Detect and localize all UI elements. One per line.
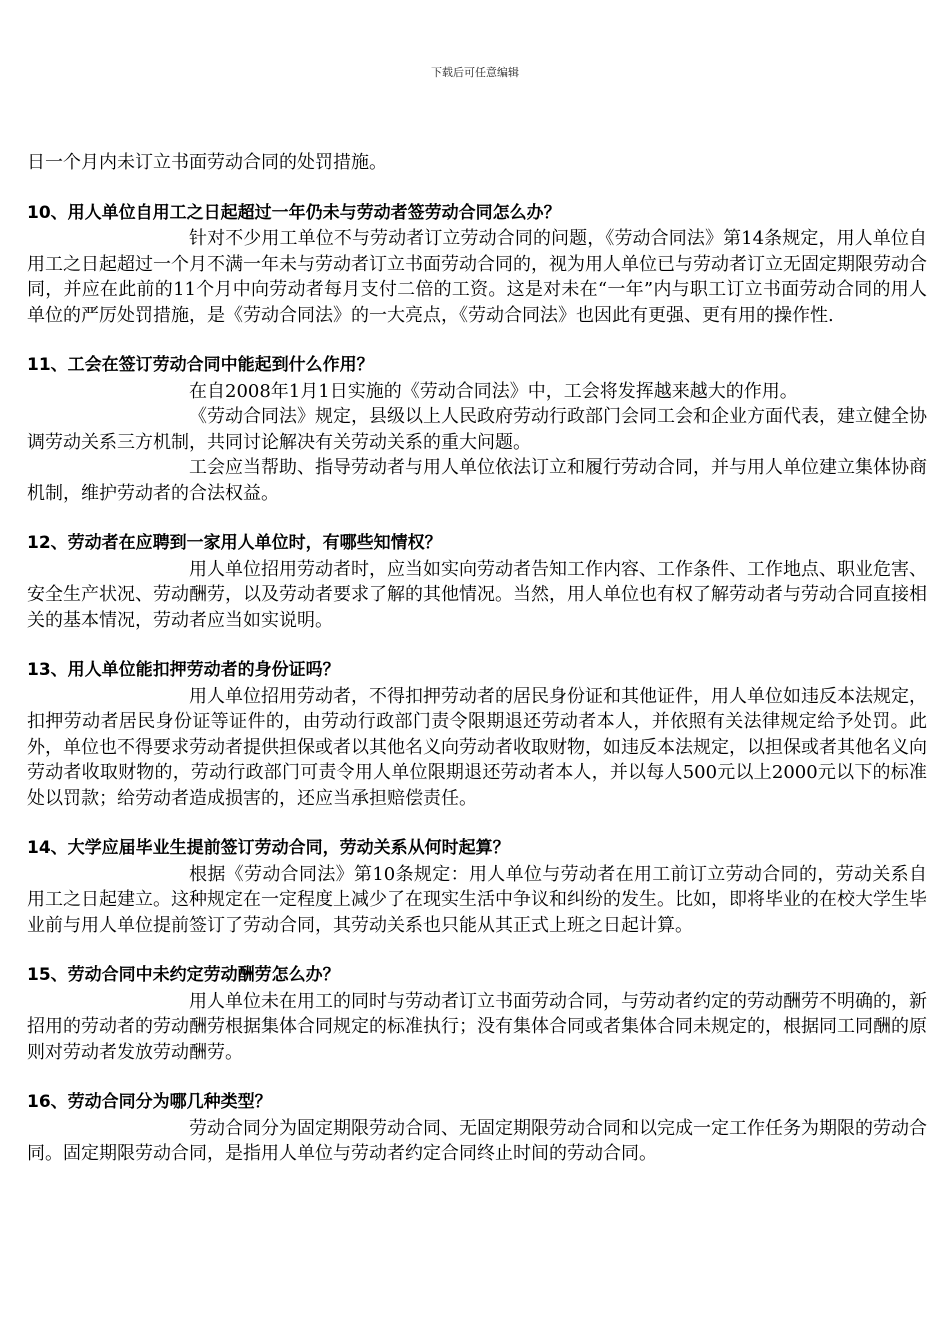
question-title: 10、用人单位自用工之日起超过一年仍未与劳动者签劳动合同怎么办？ (27, 202, 561, 223)
question-title: 12、劳动者在应聘到一家用人单位时，有哪些知情权？ (27, 533, 442, 553)
answer-paragraph: 用人单位招用劳动者时，应当如实向劳动者告知工作内容、工作条件、工作地点、职业危害、安全生产状况、劳动酬劳，以及劳动者要求了解的其他情况。当然，用人单位也有权了解劳动者与劳动合同直接相关的基本情况，劳动者应当如实说明。 (27, 558, 927, 631)
section-q10 (27, 201, 927, 329)
answer-paragraph: 劳动合同分为固定期限劳动合同、无固定期限劳动合同和以完成一定工作任务为期限的劳动合同。固定期限劳动合同，是指用人单位与劳动者约定合同终止时间的劳动合同。 (27, 1117, 927, 1164)
question-title: 11、工会在签订劳动合同中能起到什么作用？ (27, 355, 374, 375)
section-q16 (27, 1090, 927, 1167)
intro-paragraph: 日一个月内未订立书面劳动合同的处罚措施。 (27, 152, 387, 173)
answer-paragraph: 在自2008年1月1日实施的《劳动合同法》中，工会将发挥越来越大的作用。 (189, 380, 798, 402)
document-body (27, 150, 927, 1167)
section-q14 (27, 836, 927, 938)
question-title: 15、劳动合同中未约定劳动酬劳怎么办？ (27, 965, 340, 985)
answer-paragraph: 用人单位未在用工的同时与劳动者订立书面劳动合同，与劳动者约定的劳动酬劳不明确的，新招用的劳动者的劳动酬劳根据集体合同规定的标准执行；没有集体合同或者集体合同未规定的，根据同工同酬的原则对劳动者发放劳动酬劳。 (27, 990, 927, 1063)
answer-paragraph: 《劳动合同法》规定，县级以上人民政府劳动行政部门会同工会和企业方面代表，建立健全协调劳动关系三方机制，共同讨论解决有关劳动关系的重大问题。 (27, 406, 927, 453)
question-title: 16、劳动合同分为哪几种类型？ (27, 1092, 272, 1112)
section-q12 (27, 531, 927, 633)
answer-paragraph: 针对不少用工单位不与劳动者订立劳动合同的问题，《劳动合同法》第14条规定，用人单位自用工之日起超过一个月不满一年未与劳动者订立书面劳动合同的，视为用人单位已与劳动者订立无固定期限劳动合同，并应在此前的11个月中向劳动者每月支付二倍的工资。这是对未在“一年”内与职工订立书面劳动合同的用人单位的严厉处罚措施，是《劳动合同法》的一大亮点，《劳动合同法》也因此有更强、更有用的操作性. (27, 228, 927, 326)
section-q13 (27, 658, 927, 811)
answer-paragraph: 用人单位招用劳动者，不得扣押劳动者的居民身份证和其他证件，用人单位如违反本法规定，扣押劳动者居民身份证等证件的，由劳动行政部门责令限期退还劳动者本人，并依照有关法律规定给予处罚。此外，单位也不得要求劳动者提供担保或者以其他名义向劳动者收取财物，如违反本法规定，以担保或者其他名义向劳动者收取财物的，劳动行政部门可责令用人单位限期退还劳动者本人，并以每人500元以上2000元以下的标准处以罚款；给劳动者造成损害的，还应当承担赔偿责任。 (27, 685, 927, 809)
question-title: 13、用人单位能扣押劳动者的身份证吗？ (27, 660, 340, 680)
answer-paragraph: 根据《劳动合同法》第10条规定：用人单位与劳动者在用工前订立劳动合同的，劳动关系自用工之日起建立。这种规定在一定程度上减少了在现实生活中争议和纠纷的发生。比如，即将毕业的在校大学生毕业前与用人单位提前签订了劳动合同，其劳动关系也只能从其正式上班之日起计算。 (27, 863, 927, 936)
section-q15 (27, 963, 927, 1065)
page-header-note: 下载后可任意编辑 (431, 66, 519, 79)
question-title: 14、大学应届毕业生提前签订劳动合同，劳动关系从何时起算？ (27, 838, 510, 858)
section-q11 (27, 353, 927, 506)
answer-paragraph: 工会应当帮助、指导劳动者与用人单位依法订立和履行劳动合同，并与用人单位建立集体协商机制，维护劳动者的合法权益。 (27, 457, 927, 504)
